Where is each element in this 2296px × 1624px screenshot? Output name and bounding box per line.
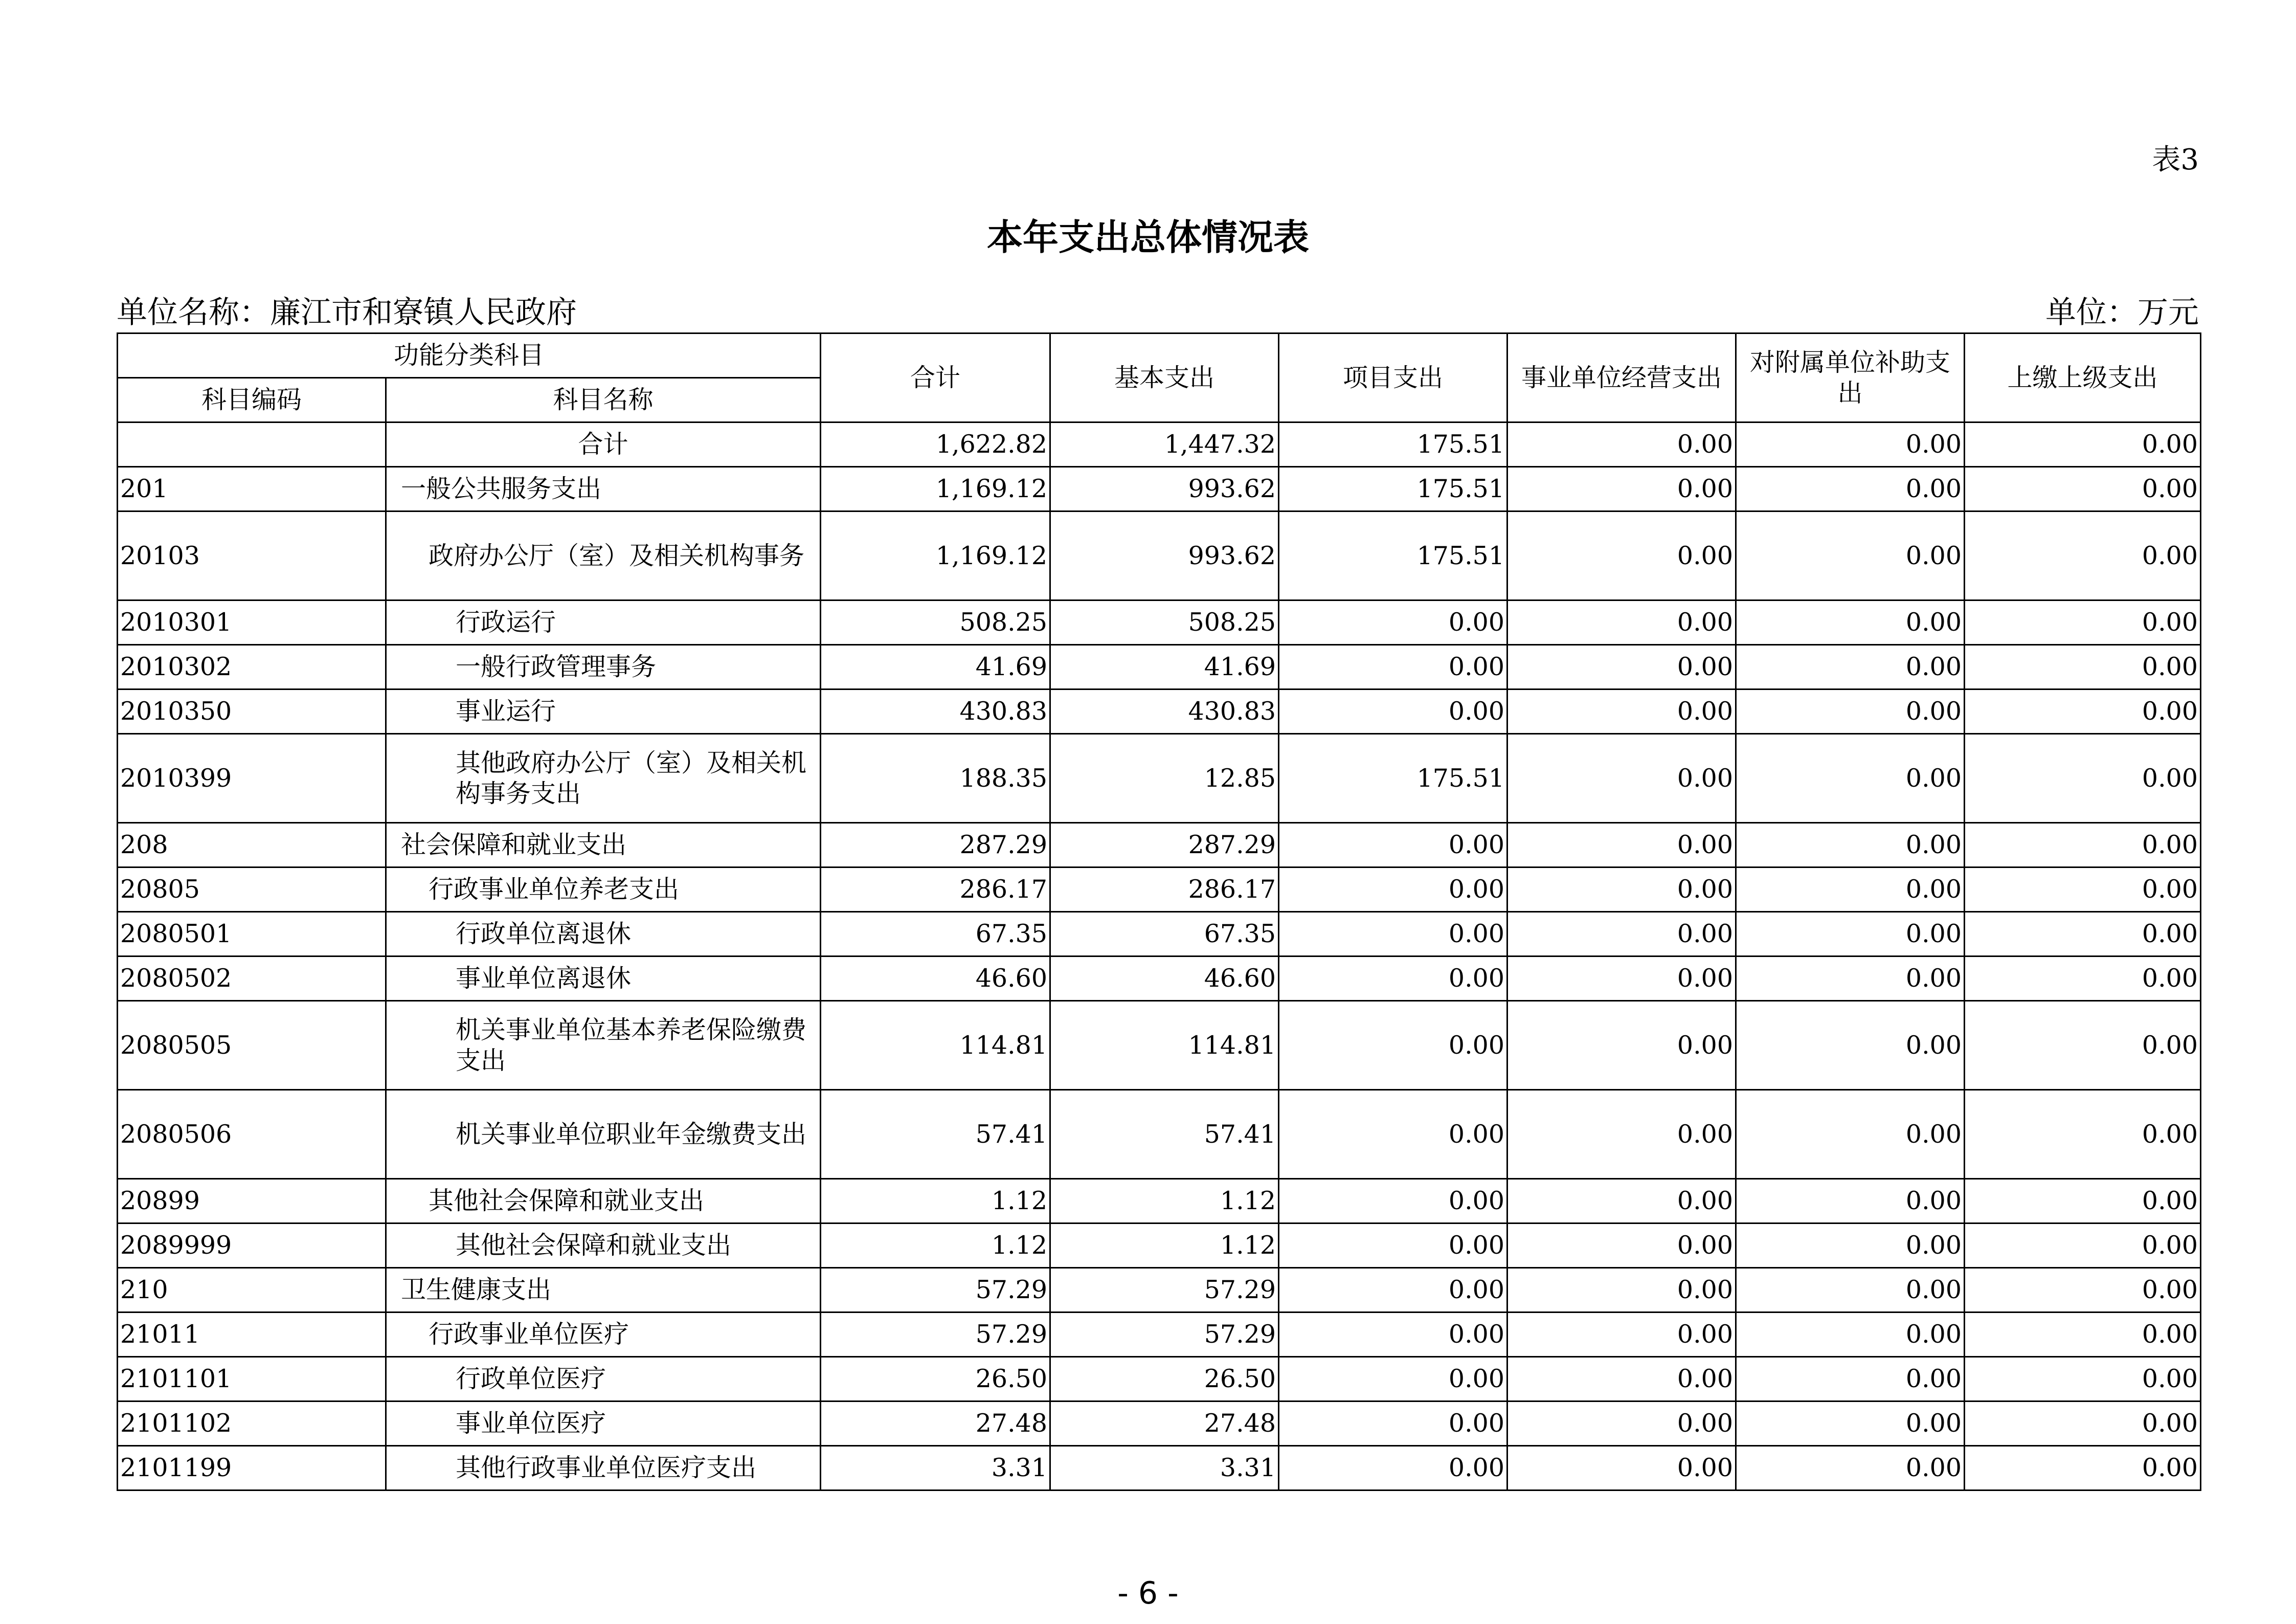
amount-project: 0.00: [1279, 1223, 1507, 1268]
amount-total: 114.81: [821, 1001, 1050, 1090]
amount-business: 0.00: [1507, 956, 1736, 1001]
subject-name: 其他行政事业单位医疗支出: [386, 1446, 821, 1490]
subject-code: 2089999: [118, 1223, 386, 1268]
table-row: [118, 956, 2201, 1001]
subject-code: 2080505: [118, 1001, 386, 1090]
amount-total: 508.25: [821, 600, 1050, 645]
amount-total: 286.17: [821, 867, 1050, 912]
amount-subsidy: 0.00: [1736, 1268, 1965, 1312]
amount-basic: 57.41: [1050, 1090, 1279, 1179]
subject-name: 事业单位离退休: [386, 956, 821, 1001]
amount-business: 0.00: [1507, 422, 1736, 467]
amount-basic: 26.50: [1050, 1357, 1279, 1401]
amount-upper: 0.00: [1965, 734, 2201, 823]
amount-total: 57.29: [821, 1268, 1050, 1312]
header-business: 事业单位经营支出: [1507, 333, 1736, 422]
amount-total: 57.41: [821, 1090, 1050, 1179]
amount-total: 287.29: [821, 823, 1050, 867]
amount-project: 175.51: [1279, 734, 1507, 823]
subject-name: 合计: [386, 422, 821, 467]
amount-upper: 0.00: [1965, 1001, 2201, 1090]
subject-code: 2080502: [118, 956, 386, 1001]
amount-basic: 1.12: [1050, 1179, 1279, 1223]
amount-upper: 0.00: [1965, 467, 2201, 511]
subject-code: 20805: [118, 867, 386, 912]
amount-basic: 3.31: [1050, 1446, 1279, 1490]
subject-name: 机关事业单位职业年金缴费支出: [386, 1090, 821, 1179]
amount-subsidy: 0.00: [1736, 1312, 1965, 1357]
header-row-1: [118, 333, 2201, 378]
subject-name: 行政运行: [386, 600, 821, 645]
amount-project: 0.00: [1279, 1090, 1507, 1179]
amount-project: 175.51: [1279, 511, 1507, 600]
amount-subsidy: 0.00: [1736, 823, 1965, 867]
amount-subsidy: 0.00: [1736, 600, 1965, 645]
table-row: [118, 511, 2201, 600]
amount-basic: 67.35: [1050, 912, 1279, 956]
amount-subsidy: 0.00: [1736, 689, 1965, 734]
amount-upper: 0.00: [1965, 823, 2201, 867]
table-body: [118, 422, 2201, 1490]
amount-upper: 0.00: [1965, 422, 2201, 467]
amount-project: 0.00: [1279, 956, 1507, 1001]
amount-subsidy: 0.00: [1736, 1357, 1965, 1401]
amount-upper: 0.00: [1965, 1446, 2201, 1490]
amount-total: 430.83: [821, 689, 1050, 734]
amount-upper: 0.00: [1965, 1401, 2201, 1446]
subject-name: 行政事业单位医疗: [386, 1312, 821, 1357]
table-row: [118, 1268, 2201, 1312]
amount-upper: 0.00: [1965, 1357, 2201, 1401]
subject-name: 事业运行: [386, 689, 821, 734]
subject-name: 一般行政管理事务: [386, 645, 821, 689]
amount-subsidy: 0.00: [1736, 912, 1965, 956]
table-row: [118, 645, 2201, 689]
amount-business: 0.00: [1507, 912, 1736, 956]
subject-name: 其他政府办公厅（室）及相关机构事务支出: [386, 734, 821, 823]
amount-subsidy: 0.00: [1736, 1090, 1965, 1179]
amount-total: 1.12: [821, 1179, 1050, 1223]
amount-upper: 0.00: [1965, 600, 2201, 645]
amount-total: 57.29: [821, 1312, 1050, 1357]
amount-basic: 46.60: [1050, 956, 1279, 1001]
amount-subsidy: 0.00: [1736, 867, 1965, 912]
amount-subsidy: 0.00: [1736, 1401, 1965, 1446]
amount-basic: 27.48: [1050, 1401, 1279, 1446]
table-row: [118, 1223, 2201, 1268]
header-subsidy: 对附属单位补助支出: [1736, 333, 1965, 422]
subject-code: 2010399: [118, 734, 386, 823]
subject-code: 201: [118, 467, 386, 511]
amount-basic: 57.29: [1050, 1268, 1279, 1312]
table-row: [118, 1179, 2201, 1223]
amount-subsidy: 0.00: [1736, 956, 1965, 1001]
amount-business: 0.00: [1507, 689, 1736, 734]
expenditure-table: [117, 332, 2201, 1491]
amount-upper: 0.00: [1965, 1312, 2201, 1357]
table-row: [118, 867, 2201, 912]
amount-upper: 0.00: [1965, 1179, 2201, 1223]
table-row: [118, 1401, 2201, 1446]
amount-business: 0.00: [1507, 1357, 1736, 1401]
amount-basic: 430.83: [1050, 689, 1279, 734]
subject-code: 2080506: [118, 1090, 386, 1179]
amount-subsidy: 0.00: [1736, 1446, 1965, 1490]
subject-name: 行政事业单位养老支出: [386, 867, 821, 912]
amount-total: 41.69: [821, 645, 1050, 689]
amount-business: 0.00: [1507, 1401, 1736, 1446]
amount-upper: 0.00: [1965, 912, 2201, 956]
amount-project: 0.00: [1279, 689, 1507, 734]
table-row: [118, 823, 2201, 867]
amount-total: 27.48: [821, 1401, 1050, 1446]
amount-project: 0.00: [1279, 823, 1507, 867]
amount-business: 0.00: [1507, 823, 1736, 867]
amount-upper: 0.00: [1965, 956, 2201, 1001]
amount-basic: 993.62: [1050, 467, 1279, 511]
amount-basic: 287.29: [1050, 823, 1279, 867]
table-row: [118, 422, 2201, 467]
amount-business: 0.00: [1507, 734, 1736, 823]
amount-project: 0.00: [1279, 1179, 1507, 1223]
table-row: [118, 1357, 2201, 1401]
page-number: - 6 -: [1117, 1575, 1179, 1611]
subject-code: [118, 422, 386, 467]
subject-name: 政府办公厅（室）及相关机构事务: [386, 511, 821, 600]
amount-project: 175.51: [1279, 422, 1507, 467]
amount-total: 1,622.82: [821, 422, 1050, 467]
header-name: 科目名称: [386, 378, 821, 422]
amount-subsidy: 0.00: [1736, 734, 1965, 823]
subject-name: 卫生健康支出: [386, 1268, 821, 1312]
subject-code: 21011: [118, 1312, 386, 1357]
subject-name: 行政单位离退休: [386, 912, 821, 956]
table-row: [118, 912, 2201, 956]
table-row: [118, 734, 2201, 823]
amount-total: 67.35: [821, 912, 1050, 956]
amount-subsidy: 0.00: [1736, 1223, 1965, 1268]
subject-code: 2101199: [118, 1446, 386, 1490]
table-row: [118, 1312, 2201, 1357]
table-row: [118, 1090, 2201, 1179]
amount-total: 188.35: [821, 734, 1050, 823]
header-function-group: 功能分类科目: [118, 333, 821, 378]
amount-upper: 0.00: [1965, 1090, 2201, 1179]
subject-code: 210: [118, 1268, 386, 1312]
unit-label: 单位：万元: [2045, 295, 2199, 330]
amount-business: 0.00: [1507, 645, 1736, 689]
amount-upper: 0.00: [1965, 1268, 2201, 1312]
amount-business: 0.00: [1507, 600, 1736, 645]
table-row: [118, 689, 2201, 734]
amount-total: 3.31: [821, 1446, 1050, 1490]
subject-name: 其他社会保障和就业支出: [386, 1223, 821, 1268]
amount-project: 0.00: [1279, 1401, 1507, 1446]
amount-subsidy: 0.00: [1736, 511, 1965, 600]
amount-basic: 1,447.32: [1050, 422, 1279, 467]
amount-project: 0.00: [1279, 1446, 1507, 1490]
amount-subsidy: 0.00: [1736, 1179, 1965, 1223]
amount-upper: 0.00: [1965, 1223, 2201, 1268]
amount-subsidy: 0.00: [1736, 422, 1965, 467]
amount-project: 0.00: [1279, 600, 1507, 645]
subject-code: 2010350: [118, 689, 386, 734]
subject-name: 行政单位医疗: [386, 1357, 821, 1401]
amount-project: 175.51: [1279, 467, 1507, 511]
amount-total: 1,169.12: [821, 511, 1050, 600]
amount-business: 0.00: [1507, 1179, 1736, 1223]
amount-business: 0.00: [1507, 867, 1736, 912]
subject-name: 机关事业单位基本养老保险缴费支出: [386, 1001, 821, 1090]
amount-project: 0.00: [1279, 1357, 1507, 1401]
subject-code: 2010302: [118, 645, 386, 689]
amount-basic: 508.25: [1050, 600, 1279, 645]
amount-basic: 12.85: [1050, 734, 1279, 823]
amount-project: 0.00: [1279, 867, 1507, 912]
amount-business: 0.00: [1507, 1001, 1736, 1090]
table-row: [118, 467, 2201, 511]
header-total: 合计: [821, 333, 1050, 422]
amount-upper: 0.00: [1965, 511, 2201, 600]
subject-name: 事业单位医疗: [386, 1401, 821, 1446]
subject-code: 20899: [118, 1179, 386, 1223]
amount-project: 0.00: [1279, 1312, 1507, 1357]
amount-basic: 114.81: [1050, 1001, 1279, 1090]
header-basic: 基本支出: [1050, 333, 1279, 422]
amount-business: 0.00: [1507, 1312, 1736, 1357]
subject-code: 208: [118, 823, 386, 867]
unit-name: 单位名称：廉江市和寮镇人民政府: [117, 295, 577, 330]
subject-code: 2101102: [118, 1401, 386, 1446]
header-project: 项目支出: [1279, 333, 1507, 422]
amount-project: 0.00: [1279, 1268, 1507, 1312]
header-code: 科目编码: [118, 378, 386, 422]
amount-total: 1.12: [821, 1223, 1050, 1268]
amount-subsidy: 0.00: [1736, 645, 1965, 689]
amount-project: 0.00: [1279, 1001, 1507, 1090]
subject-code: 2101101: [118, 1357, 386, 1401]
table-row: [118, 600, 2201, 645]
amount-total: 26.50: [821, 1357, 1050, 1401]
amount-basic: 1.12: [1050, 1223, 1279, 1268]
amount-business: 0.00: [1507, 1090, 1736, 1179]
page-title: 本年支出总体情况表: [987, 216, 1309, 258]
amount-business: 0.00: [1507, 467, 1736, 511]
table-row: [118, 1001, 2201, 1090]
amount-upper: 0.00: [1965, 645, 2201, 689]
amount-upper: 0.00: [1965, 867, 2201, 912]
subject-name: 其他社会保障和就业支出: [386, 1179, 821, 1223]
amount-basic: 41.69: [1050, 645, 1279, 689]
amount-total: 46.60: [821, 956, 1050, 1001]
amount-project: 0.00: [1279, 645, 1507, 689]
amount-basic: 57.29: [1050, 1312, 1279, 1357]
amount-business: 0.00: [1507, 1223, 1736, 1268]
amount-business: 0.00: [1507, 511, 1736, 600]
table-row: [118, 1446, 2201, 1490]
subject-code: 20103: [118, 511, 386, 600]
header-upper: 上缴上级支出: [1965, 333, 2201, 422]
subject-code: 2010301: [118, 600, 386, 645]
amount-basic: 286.17: [1050, 867, 1279, 912]
amount-basic: 993.62: [1050, 511, 1279, 600]
amount-business: 0.00: [1507, 1268, 1736, 1312]
subject-code: 2080501: [118, 912, 386, 956]
table-number: 表3: [2152, 143, 2199, 176]
subject-name: 一般公共服务支出: [386, 467, 821, 511]
amount-upper: 0.00: [1965, 689, 2201, 734]
amount-subsidy: 0.00: [1736, 467, 1965, 511]
amount-subsidy: 0.00: [1736, 1001, 1965, 1090]
subject-name: 社会保障和就业支出: [386, 823, 821, 867]
amount-total: 1,169.12: [821, 467, 1050, 511]
amount-business: 0.00: [1507, 1446, 1736, 1490]
amount-project: 0.00: [1279, 912, 1507, 956]
